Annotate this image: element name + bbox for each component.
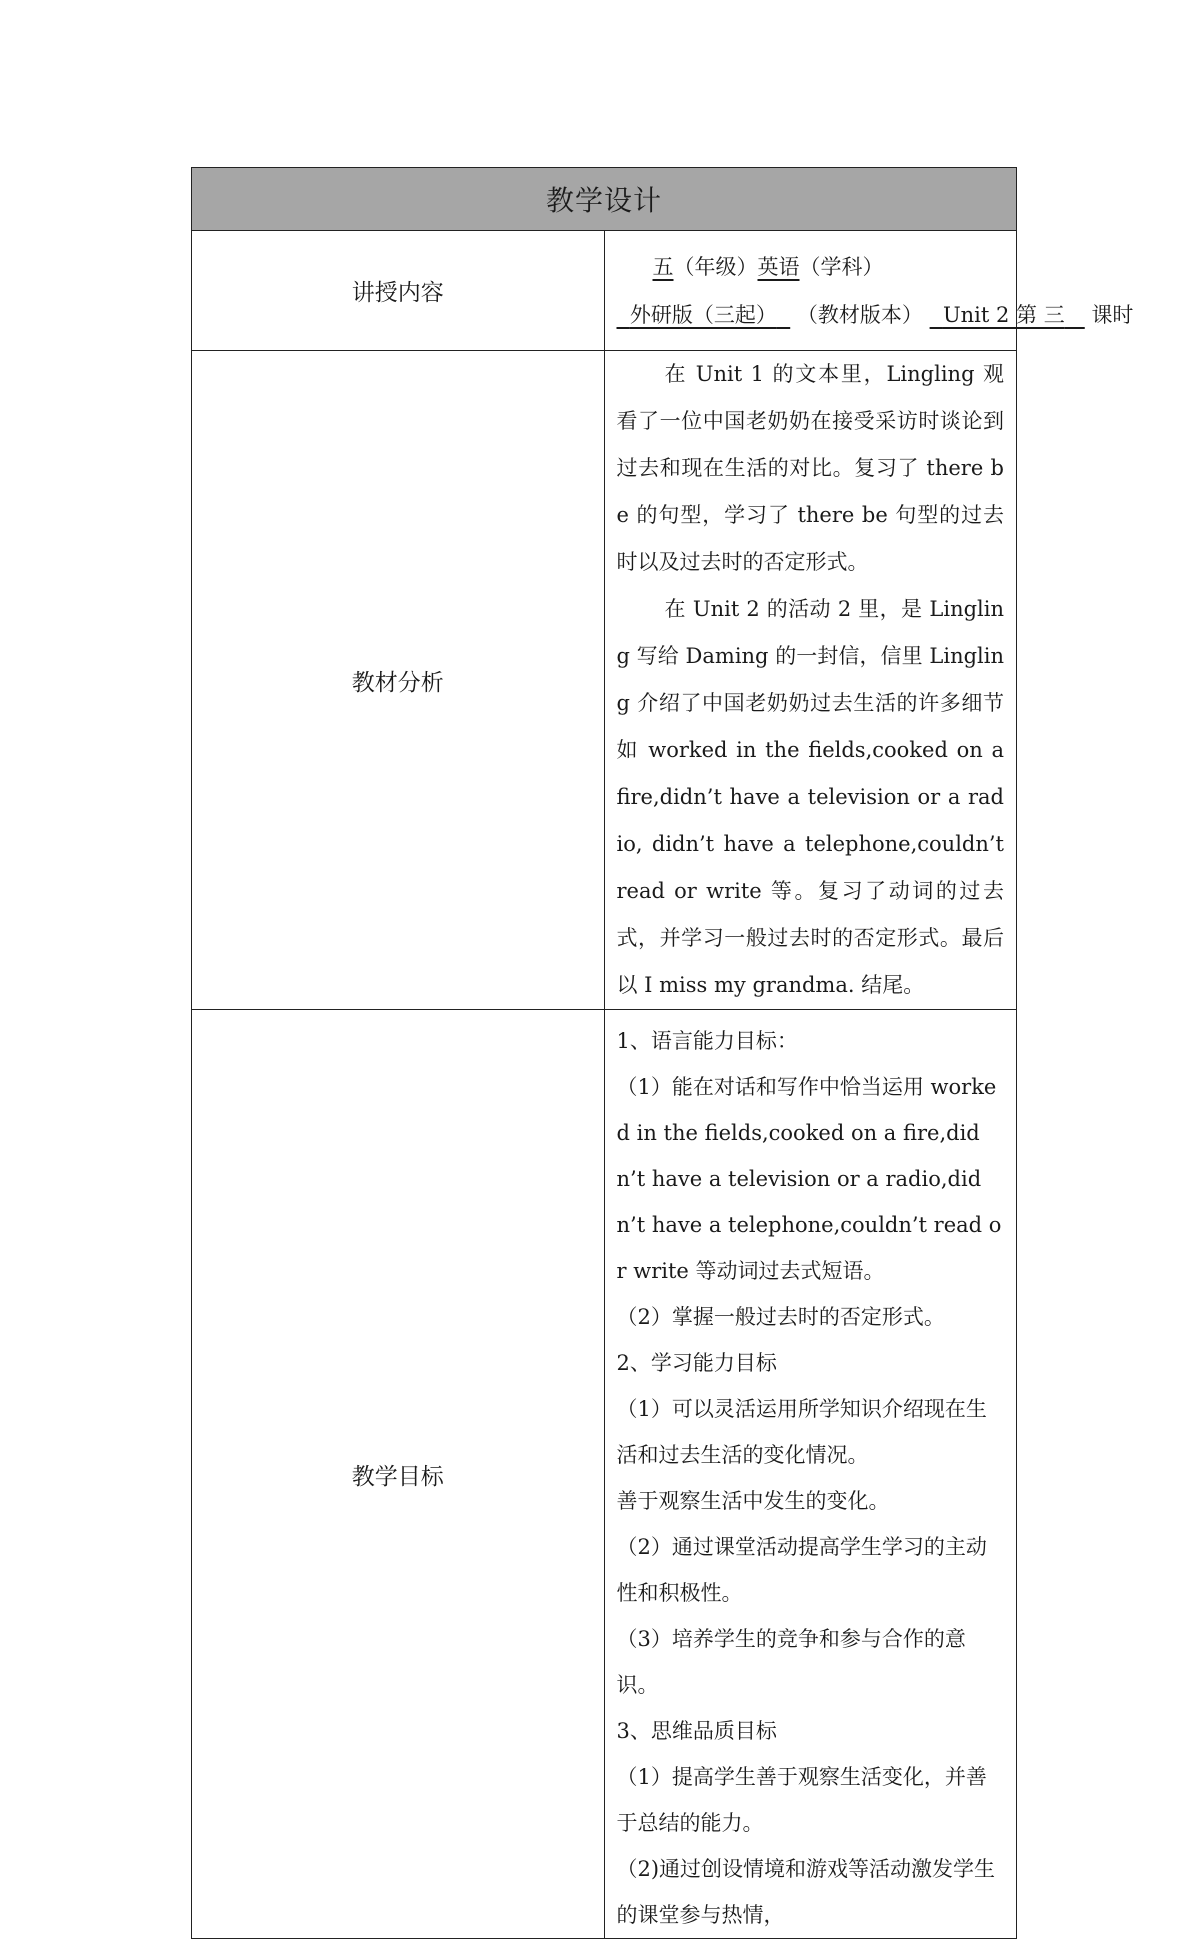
edition-unit-line <box>617 291 1134 339</box>
goals-row <box>192 1010 1017 1939</box>
lesson-info-content <box>604 231 1134 351</box>
lesson-info-row <box>192 231 1017 351</box>
goals-label: 教学目标 <box>192 1010 605 1939</box>
edition-suffix: （教材版本） <box>796 302 923 327</box>
grade-suffix: （年级） <box>673 254 758 279</box>
unit-value: Unit 2 第 三 <box>942 302 1065 327</box>
grade-value: 五 <box>652 254 674 279</box>
analysis-label: 教材分析 <box>192 351 605 1010</box>
analysis-paragraph: 在 Unit 2 的活动 2 里，是 Lingling 写给 Daming 的一封信，信里 Lingling 介绍了中国老奶奶过去生活的许多细节如 worked in the fields,cooked on a fire,didn’t have a television or a radio, didn’t have a telephone,couldn’t read or write 等。复习了动词的过去式，并学习一般过去时的否定形式。最后以 I miss my grandma. 结尾。 <box>616 597 1004 997</box>
goal-line: （2）掌握一般过去时的否定形式。 <box>616 1305 945 1329</box>
subject-value: 英语 <box>757 254 800 279</box>
goals-list <box>617 1010 1005 1938</box>
goal-line: （2)通过创设情境和游戏等活动激发学生的课堂参与热情， <box>616 1857 996 1927</box>
goals-content <box>604 1010 1017 1939</box>
grade-subject-line <box>617 243 1005 291</box>
analysis-paragraph: 在 Unit 1 的文本里，Lingling 观看了一位中国老奶奶在接受采访时谈论到过去和现在生活的对比。复习了 there be 的句型，学习了 there be 句型的过去时以及过去时的否定形式。 <box>616 362 1004 574</box>
goal-line: 1、语言能力目标： <box>616 1029 798 1053</box>
goal-line: 2、学习能力目标 <box>616 1351 777 1375</box>
subject-suffix: （学科） <box>799 254 884 279</box>
goal-line: （1）可以灵活运用所学知识介绍现在生活和过去生活的变化情况。 <box>616 1397 987 1467</box>
goal-line: （1）能在对话和写作中恰当运用 worked in the fields,cooked on a fire,didn’t have a television or a radio,didn’t have a telephone,couldn’t read or write 等动词过去式短语。 <box>616 1075 1002 1283</box>
unit-suffix: 课时 <box>1091 302 1134 327</box>
goal-line: （1）提高学生善于观察生活变化，并善于总结的能力。 <box>616 1765 987 1835</box>
document-title: 教学设计 <box>192 168 1017 231</box>
goal-line: （3）培养学生的竞争和参与合作的意识。 <box>616 1627 966 1697</box>
edition-value: 外研版（三起） <box>629 302 777 327</box>
goal-line: 3、思维品质目标 <box>616 1719 777 1743</box>
analysis-row <box>192 351 1017 1010</box>
goal-line: （2）通过课堂活动提高学生学习的主动性和积极性。 <box>616 1535 987 1605</box>
lesson-plan-table <box>191 167 1134 1939</box>
lesson-info-label: 讲授内容 <box>192 231 605 351</box>
analysis-content <box>604 351 1017 1010</box>
goal-line: 善于观察生活中发生的变化。 <box>616 1489 890 1513</box>
